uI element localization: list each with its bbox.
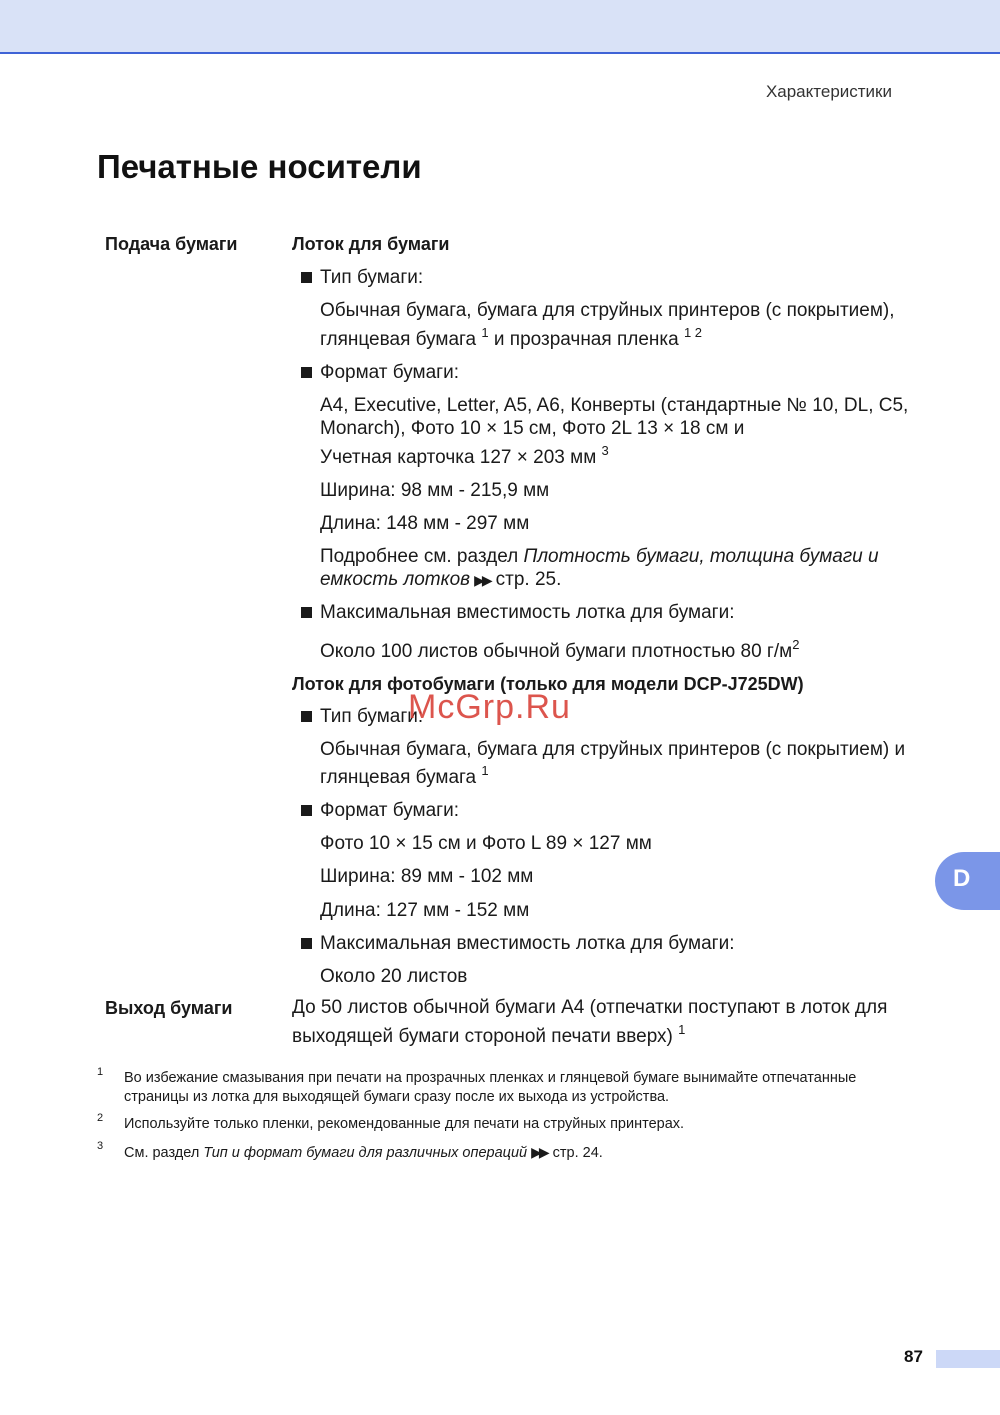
paper-output-line1: До 50 листов обычной бумаги A4 (отпечатки поступают в лоток для [292,997,888,1018]
footnote-number-3: 3 [97,1140,104,1152]
paper-input-label: Подача бумаги [105,234,238,254]
photo-capacity-value: Около 20 листов [320,966,468,987]
tray-paper-type-line2: глянцевая бумага $^1$ и прозрачная пленка $^{1 2}$ [320,325,703,350]
tray-capacity-label: Максимальная вместимость лотка для бумаги: [320,602,735,623]
photo-format-value: Фото 10 × 15 см и Фото L 89 × 127 мм [320,833,652,854]
double-arrow-icon: ▶▶ [474,572,490,588]
tray-format-line2: Monarch), Фото 10 × 15 см, Фото 2L 13 × 18 см и [320,418,745,439]
tray-width: Ширина: 98 мм - 215,9 мм [320,480,550,501]
footnote-3: См. раздел Тип и формат бумаги для различных операций ▶▶ стр. 24. [124,1144,603,1161]
footnote-1-line1: Во избежание смазывания при печати на прозрачных пленках и глянцевой бумаге вынимайте отпечатанные [124,1070,857,1086]
photo-width: Ширина: 89 мм - 102 мм [320,866,534,887]
footnote-3-link[interactable]: Тип и формат бумаги для различных операций [203,1145,528,1161]
more-info-link[interactable]: Плотность бумаги, толщина бумаги и [523,546,879,567]
tray-paper-type-line1: Обычная бумага, бумага для струйных принтеров (с покрытием), [320,300,895,321]
tray-paper-type-label: Тип бумаги: [320,267,424,288]
paper-tray-heading: Лоток для бумаги [292,234,450,254]
page-number: 87 [904,1347,923,1366]
tray-capacity-value: Около 100 листов обычной бумаги плотностью 80 $г/м^2$ [320,637,800,662]
page-title: Печатные носители [97,148,422,185]
chapter-title: Характеристики [765,82,892,101]
double-arrow-icon: ▶▶ [531,1144,547,1160]
footnote-2: Используйте только пленки, рекомендованные для печати на струйных принтерах. [124,1116,685,1132]
page-number-bar [936,1350,1000,1368]
tray-more-info-line2: емкость лотков ▶▶ стр. 25. [320,569,562,590]
photo-paper-type-label: Тип бумаги: [320,706,424,727]
tray-length: Длина: 148 мм - 297 мм [320,513,530,534]
side-tab-letter: D [953,865,971,892]
top-header-band [0,0,1000,54]
photo-capacity-label: Максимальная вместимость лотка для бумаги: [320,933,735,954]
footnote-1-line2: страницы из лотка для выходящей бумаги сразу после их выхода из устройства. [124,1089,670,1105]
tray-format-line1: A4, Executive, Letter, A5, A6, Конверты (стандартные № 10, DL, C5, [320,395,909,416]
tray-more-info-line1: Подробнее см. раздел Плотность бумаги, толщина бумаги и [320,546,879,567]
tray-format-label: Формат бумаги: [320,362,459,383]
photo-paper-type-line1: Обычная бумага, бумага для струйных принтеров (с покрытием) и [320,739,906,760]
tray-format-line3: Учетная карточка 127 × 203 мм $^3$ [320,443,609,468]
footnote-number-2: 2 [97,1112,104,1124]
photo-tray-heading: Лоток для фотобумаги (только для модели DCP-J725DW) [292,674,804,694]
paper-output-line2: выходящей бумаги стороной печати вверх) $^1$ [292,1022,686,1047]
more-info-link-cont[interactable]: емкость лотков [320,569,471,590]
paper-output-label: Выход бумаги [105,998,233,1018]
photo-length: Длина: 127 мм - 152 мм [320,900,530,921]
photo-format-label: Формат бумаги: [320,800,459,821]
footnote-number-1: 1 [97,1066,104,1078]
watermark-text: McGrp.Ru [408,688,571,726]
photo-paper-type-line2: глянцевая бумага $^1$ [320,763,489,788]
chapter-side-tab [935,852,1000,910]
